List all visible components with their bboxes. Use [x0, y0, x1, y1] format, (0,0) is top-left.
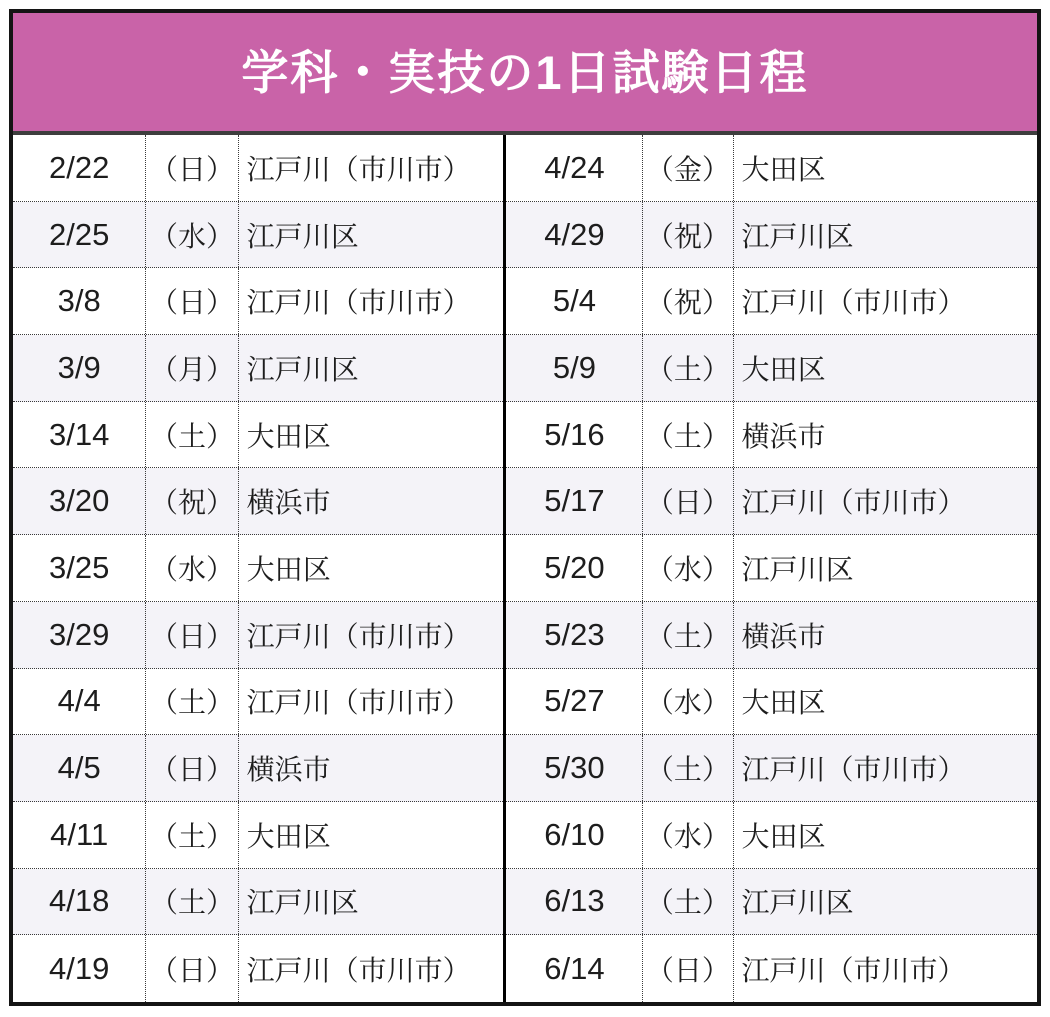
- date-cell: 4/11: [13, 802, 146, 868]
- date-cell: 2/25: [13, 202, 146, 268]
- table-row: [506, 335, 1037, 402]
- table-row: [13, 402, 503, 469]
- table-row: [506, 602, 1037, 669]
- date-cell: 3/9: [13, 335, 146, 401]
- date-cell: 2/22: [13, 135, 146, 201]
- date-cell: 5/9: [506, 335, 643, 401]
- weekday-cell: （土）: [146, 802, 238, 868]
- weekday-cell: （水）: [643, 802, 733, 868]
- table-row: [506, 202, 1037, 269]
- table-row: [506, 935, 1037, 1002]
- weekday-cell: （日）: [146, 602, 238, 668]
- table-row: [13, 669, 503, 736]
- date-cell: 4/18: [13, 869, 146, 935]
- location-cell: 大田区: [741, 153, 826, 185]
- location-cell: 江戸川（市川市）: [741, 487, 966, 519]
- weekday-cell: （水）: [146, 535, 238, 601]
- date-cell: 3/20: [13, 468, 146, 534]
- date-cell: 6/14: [506, 935, 643, 1002]
- table-row: [13, 335, 503, 402]
- weekday-cell: （日）: [146, 935, 238, 1002]
- location-cell: 江戸川（市川市）: [246, 620, 471, 652]
- table-row: [13, 202, 503, 269]
- location-cell: 横浜市: [741, 620, 826, 652]
- weekday-cell: （日）: [643, 468, 733, 534]
- location-cell: 江戸川区: [741, 553, 854, 585]
- weekday-cell: （日）: [146, 268, 238, 334]
- page-title: 学科・実技の1日試験日程: [241, 45, 809, 99]
- date-cell: 5/16: [506, 402, 643, 468]
- location-cell: 大田区: [741, 687, 826, 719]
- table-row: [506, 135, 1037, 202]
- date-cell: 4/5: [13, 735, 146, 801]
- location-cell: 江戸川（市川市）: [246, 287, 471, 319]
- weekday-cell: （祝）: [643, 202, 733, 268]
- weekday-cell: （土）: [643, 335, 733, 401]
- date-cell: 5/17: [506, 468, 643, 534]
- location-cell: 江戸川（市川市）: [741, 954, 966, 986]
- weekday-cell: （土）: [146, 669, 238, 735]
- weekday-cell: （日）: [146, 735, 238, 801]
- schedule-column-left: [13, 135, 503, 1002]
- title-banner: [13, 13, 1037, 135]
- table-row: [506, 869, 1037, 936]
- weekday-cell: （土）: [643, 602, 733, 668]
- table-row: [13, 802, 503, 869]
- location-cell: 江戸川区: [246, 887, 359, 919]
- date-cell: 5/30: [506, 735, 643, 801]
- exam-schedule-poster: [9, 9, 1041, 1006]
- location-cell: 江戸川（市川市）: [246, 954, 471, 986]
- table-row: [13, 468, 503, 535]
- location-cell: 江戸川（市川市）: [741, 287, 966, 319]
- date-cell: 3/29: [13, 602, 146, 668]
- date-cell: 4/29: [506, 202, 643, 268]
- date-cell: 5/23: [506, 602, 643, 668]
- weekday-cell: （日）: [146, 135, 238, 201]
- schedule-table: [13, 135, 1037, 1002]
- location-cell: 大田区: [246, 553, 331, 585]
- location-cell: 江戸川区: [741, 220, 854, 252]
- weekday-cell: （月）: [146, 335, 238, 401]
- table-row: [506, 468, 1037, 535]
- table-row: [13, 735, 503, 802]
- table-row: [13, 535, 503, 602]
- location-cell: 横浜市: [246, 487, 331, 519]
- weekday-cell: （水）: [146, 202, 238, 268]
- location-cell: 江戸川区: [741, 887, 854, 919]
- location-cell: 江戸川区: [246, 353, 359, 385]
- weekday-cell: （土）: [643, 402, 733, 468]
- table-row: [506, 268, 1037, 335]
- weekday-cell: （土）: [643, 869, 733, 935]
- table-row: [13, 602, 503, 669]
- table-row: [13, 135, 503, 202]
- location-cell: 大田区: [246, 820, 331, 852]
- location-cell: 大田区: [741, 820, 826, 852]
- table-row: [506, 735, 1037, 802]
- location-cell: 大田区: [741, 353, 826, 385]
- date-cell: 4/4: [13, 669, 146, 735]
- date-cell: 3/14: [13, 402, 146, 468]
- table-row: [13, 869, 503, 936]
- table-row: [506, 669, 1037, 736]
- table-row: [13, 268, 503, 335]
- location-cell: 江戸川（市川市）: [246, 153, 471, 185]
- table-row: [13, 935, 503, 1002]
- weekday-cell: （水）: [643, 669, 733, 735]
- weekday-cell: （日）: [643, 935, 733, 1002]
- location-cell: 江戸川区: [246, 220, 359, 252]
- table-row: [506, 535, 1037, 602]
- date-cell: 3/8: [13, 268, 146, 334]
- weekday-cell: （土）: [643, 735, 733, 801]
- location-cell: 江戸川（市川市）: [741, 754, 966, 786]
- weekday-cell: （祝）: [643, 268, 733, 334]
- location-cell: 江戸川（市川市）: [246, 687, 471, 719]
- date-cell: 4/19: [13, 935, 146, 1002]
- date-cell: 6/10: [506, 802, 643, 868]
- date-cell: 6/13: [506, 869, 643, 935]
- weekday-cell: （祝）: [146, 468, 238, 534]
- table-row: [506, 802, 1037, 869]
- weekday-cell: （土）: [146, 869, 238, 935]
- weekday-cell: （土）: [146, 402, 238, 468]
- schedule-column-right: [503, 135, 1037, 1002]
- weekday-cell: （金）: [643, 135, 733, 201]
- date-cell: 5/20: [506, 535, 643, 601]
- location-cell: 大田区: [246, 420, 331, 452]
- date-cell: 4/24: [506, 135, 643, 201]
- weekday-cell: （水）: [643, 535, 733, 601]
- date-cell: 3/25: [13, 535, 146, 601]
- date-cell: 5/4: [506, 268, 643, 334]
- location-cell: 横浜市: [741, 420, 826, 452]
- date-cell: 5/27: [506, 669, 643, 735]
- table-row: [506, 402, 1037, 469]
- location-cell: 横浜市: [246, 754, 331, 786]
